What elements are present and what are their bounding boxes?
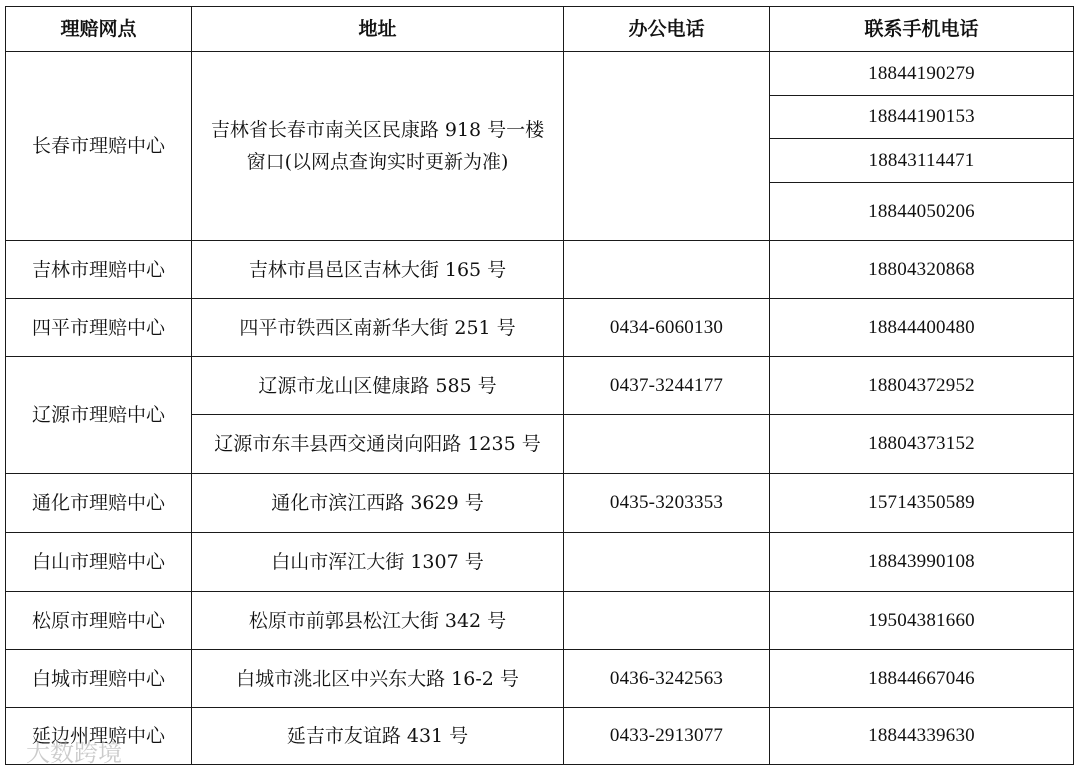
outlet-name: 白城市理赔中心 <box>6 650 192 708</box>
office-phone <box>564 52 770 241</box>
outlet-name: 白山市理赔中心 <box>6 533 192 592</box>
watermark: 大数跨境 <box>26 739 122 767</box>
mobile-phone: 18844190279 <box>770 52 1074 96</box>
mobile-phone: 19504381660 <box>770 592 1074 650</box>
header-row <box>6 7 1074 52</box>
header-office-phone: 办公电话 <box>564 7 770 52</box>
outlet-address: 吉林市昌邑区吉林大街 165 号 <box>192 241 564 299</box>
table-row <box>6 357 1074 415</box>
office-phone <box>564 241 770 299</box>
mobile-phone: 18844050206 <box>770 183 1074 241</box>
header-mobile-phone: 联系手机电话 <box>770 7 1074 52</box>
mobile-phone: 18844339630 <box>770 708 1074 765</box>
outlet-name: 松原市理赔中心 <box>6 592 192 650</box>
table-row <box>6 592 1074 650</box>
outlet-address: 松原市前郭县松江大街 342 号 <box>192 592 564 650</box>
header-address: 地址 <box>192 7 564 52</box>
outlet-address: 延吉市友谊路 431 号 <box>192 708 564 765</box>
outlet-address: 白山市浑江大街 1307 号 <box>192 533 564 592</box>
mobile-phone: 18804373152 <box>770 415 1074 474</box>
mobile-phone: 18804372952 <box>770 357 1074 415</box>
table-row <box>6 708 1074 765</box>
office-phone: 0436-3242563 <box>564 650 770 708</box>
outlet-address: 四平市铁西区南新华大街 251 号 <box>192 299 564 357</box>
outlet-name: 长春市理赔中心 <box>6 52 192 241</box>
mobile-phone: 18804320868 <box>770 241 1074 299</box>
mobile-phone: 15714350589 <box>770 474 1074 533</box>
claims-outlets-table <box>5 6 1074 765</box>
office-phone: 0435-3203353 <box>564 474 770 533</box>
table-row <box>6 650 1074 708</box>
office-phone <box>564 533 770 592</box>
outlet-name: 四平市理赔中心 <box>6 299 192 357</box>
table-row <box>6 474 1074 533</box>
outlet-address: 辽源市龙山区健康路 585 号 <box>192 357 564 415</box>
outlet-address: 吉林省长春市南关区民康路 918 号一楼窗口(以网点查询实时更新为准) <box>192 52 564 241</box>
office-phone <box>564 592 770 650</box>
header-outlet: 理赔网点 <box>6 7 192 52</box>
mobile-phone: 18844400480 <box>770 299 1074 357</box>
outlet-name: 通化市理赔中心 <box>6 474 192 533</box>
mobile-phone: 18844667046 <box>770 650 1074 708</box>
table-row <box>6 52 1074 96</box>
outlet-name: 吉林市理赔中心 <box>6 241 192 299</box>
office-phone <box>564 415 770 474</box>
table-row <box>6 533 1074 592</box>
outlet-address: 白城市洮北区中兴东大路 16-2 号 <box>192 650 564 708</box>
outlet-name: 辽源市理赔中心 <box>6 357 192 474</box>
outlet-address: 辽源市东丰县西交通岗向阳路 1235 号 <box>192 415 564 474</box>
table-row <box>6 241 1074 299</box>
outlet-address: 通化市滨江西路 3629 号 <box>192 474 564 533</box>
mobile-phone: 18843114471 <box>770 139 1074 183</box>
outlet-name: 延边州理赔中心 <box>6 708 192 765</box>
office-phone: 0437-3244177 <box>564 357 770 415</box>
mobile-phone: 18843990108 <box>770 533 1074 592</box>
table-row <box>6 299 1074 357</box>
office-phone: 0434-6060130 <box>564 299 770 357</box>
mobile-phone: 18844190153 <box>770 96 1074 139</box>
office-phone: 0433-2913077 <box>564 708 770 765</box>
